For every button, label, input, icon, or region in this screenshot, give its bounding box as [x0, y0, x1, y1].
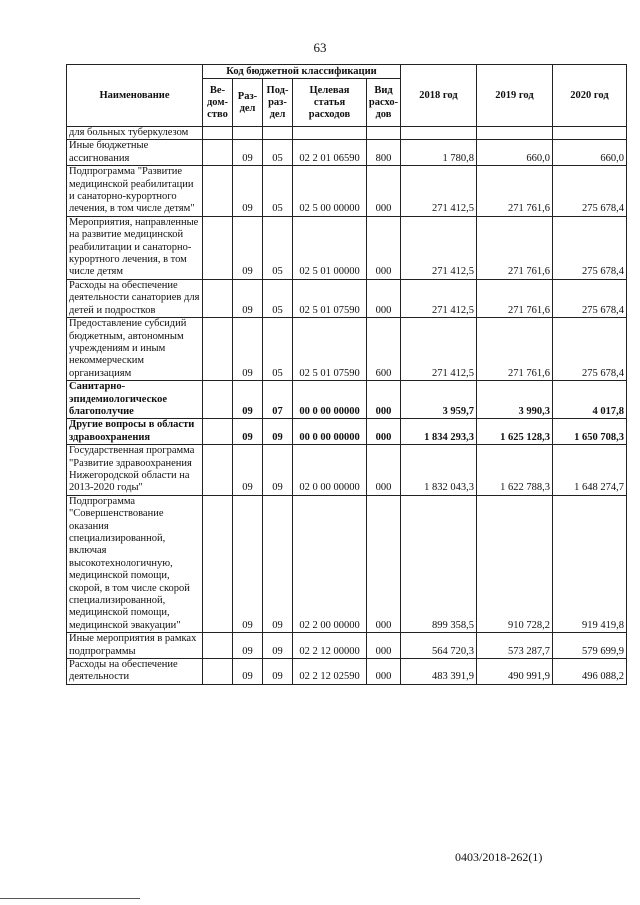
- cell-name: Подпрограмма "Совершенствование оказания специализированной, включая высокотехнологичную, медицинской помощи, скорой, в том числе скорой специализированной, медицинской помощи, медицинской эвакуации": [67, 495, 203, 632]
- cell-vid-raskhodov: [367, 127, 401, 140]
- table-row: [67, 445, 627, 496]
- header-vid-raskhodov: Вид расхо- дов: [367, 79, 401, 127]
- cell-name: Расходы на обеспечение деятельности: [67, 659, 203, 685]
- cell-2018: 564 720,3: [401, 633, 477, 659]
- cell-razdel: 09: [233, 419, 263, 445]
- header-2018: 2018 год: [401, 65, 477, 127]
- cell-name: Предоставление субсидий бюджетным, автономным учреждениям и иным некоммерческим организациям: [67, 318, 203, 381]
- cell-name: Подпрограмма "Развитие медицинской реабилитации и санаторно-курортного лечения, в том числе детям": [67, 166, 203, 217]
- cell-2019: 573 287,7: [477, 633, 553, 659]
- table-row: [67, 633, 627, 659]
- cell-vid-raskhodov: 000: [367, 381, 401, 419]
- cell-vid-raskhodov: 000: [367, 166, 401, 217]
- cell-celevaya-statya: 00 0 00 00000: [293, 381, 367, 419]
- bottom-rule: [0, 898, 140, 899]
- budget-table: [66, 64, 627, 685]
- page-number: 63: [313, 40, 327, 55]
- cell-vedomstvo: [203, 419, 233, 445]
- cell-podrazdel: 05: [263, 166, 293, 217]
- cell-name: Иные мероприятия в рамках подпрограммы: [67, 633, 203, 659]
- table-body: [67, 127, 627, 685]
- cell-vedomstvo: [203, 279, 233, 317]
- cell-2019: 910 728,2: [477, 495, 553, 632]
- cell-razdel: 09: [233, 318, 263, 381]
- cell-vedomstvo: [203, 659, 233, 685]
- cell-celevaya-statya: 02 5 01 07590: [293, 279, 367, 317]
- cell-celevaya-statya: 02 2 12 00000: [293, 633, 367, 659]
- cell-2019: 3 990,3: [477, 381, 553, 419]
- cell-2020: [553, 127, 627, 140]
- cell-razdel: 09: [233, 445, 263, 496]
- cell-2020: 660,0: [553, 140, 627, 166]
- cell-podrazdel: 09: [263, 419, 293, 445]
- cell-name: Другие вопросы в области здравоохранения: [67, 419, 203, 445]
- header-2019: 2019 год: [477, 65, 553, 127]
- cell-2018: 271 412,5: [401, 279, 477, 317]
- cell-vedomstvo: [203, 318, 233, 381]
- cell-name: Государственная программа "Развитие здравоохранения Нижегородской области на 2013-2020 годы": [67, 445, 203, 496]
- cell-name: Иные бюджетные ассигнования: [67, 140, 203, 166]
- cell-2020: 579 699,9: [553, 633, 627, 659]
- header-podrazdel: Под- раз- дел: [263, 79, 293, 127]
- header-2020: 2020 год: [553, 65, 627, 127]
- cell-podrazdel: 05: [263, 216, 293, 279]
- cell-2019: 660,0: [477, 140, 553, 166]
- cell-razdel: 09: [233, 659, 263, 685]
- cell-2018: 899 358,5: [401, 495, 477, 632]
- document-code: 0403/2018-262(1): [455, 850, 543, 864]
- table-row: [67, 216, 627, 279]
- table-row: [67, 279, 627, 317]
- cell-vid-raskhodov: 000: [367, 495, 401, 632]
- cell-2018: 483 391,9: [401, 659, 477, 685]
- header-name: Наименование: [67, 65, 203, 127]
- cell-2020: 275 678,4: [553, 318, 627, 381]
- cell-vedomstvo: [203, 445, 233, 496]
- cell-2019: 271 761,6: [477, 166, 553, 217]
- cell-2019: [477, 127, 553, 140]
- cell-2020: 4 017,8: [553, 381, 627, 419]
- cell-2018: [401, 127, 477, 140]
- cell-podrazdel: 09: [263, 633, 293, 659]
- cell-vedomstvo: [203, 381, 233, 419]
- cell-name: для больных туберкулезом: [67, 127, 203, 140]
- table-row: [67, 166, 627, 217]
- cell-2018: 1 834 293,3: [401, 419, 477, 445]
- cell-razdel: 09: [233, 279, 263, 317]
- cell-2018: 271 412,5: [401, 216, 477, 279]
- cell-2019: 271 761,6: [477, 216, 553, 279]
- cell-vedomstvo: [203, 140, 233, 166]
- header-razdel: Раз- дел: [233, 79, 263, 127]
- cell-podrazdel: 09: [263, 495, 293, 632]
- cell-celevaya-statya: 02 0 00 00000: [293, 445, 367, 496]
- table-row: [67, 127, 627, 140]
- cell-2018: 1 780,8: [401, 140, 477, 166]
- header-celevaya-statya: Целевая статья расходов: [293, 79, 367, 127]
- cell-2020: 919 419,8: [553, 495, 627, 632]
- cell-vid-raskhodov: 000: [367, 445, 401, 496]
- cell-celevaya-statya: 00 0 00 00000: [293, 419, 367, 445]
- cell-razdel: 09: [233, 495, 263, 632]
- cell-celevaya-statya: 02 5 01 00000: [293, 216, 367, 279]
- cell-2018: 3 959,7: [401, 381, 477, 419]
- cell-vedomstvo: [203, 166, 233, 217]
- cell-2020: 496 088,2: [553, 659, 627, 685]
- cell-celevaya-statya: 02 2 00 00000: [293, 495, 367, 632]
- cell-name: Расходы на обеспечение деятельности санаториев для детей и подростков: [67, 279, 203, 317]
- cell-vid-raskhodov: 000: [367, 279, 401, 317]
- cell-vid-raskhodov: 000: [367, 216, 401, 279]
- cell-2020: 275 678,4: [553, 279, 627, 317]
- cell-2019: 271 761,6: [477, 318, 553, 381]
- cell-podrazdel: 09: [263, 659, 293, 685]
- cell-celevaya-statya: 02 2 01 06590: [293, 140, 367, 166]
- cell-podrazdel: 09: [263, 445, 293, 496]
- cell-vid-raskhodov: 600: [367, 318, 401, 381]
- cell-2018: 271 412,5: [401, 318, 477, 381]
- cell-2019: 490 991,9: [477, 659, 553, 685]
- cell-razdel: 09: [233, 216, 263, 279]
- cell-2019: 1 625 128,3: [477, 419, 553, 445]
- cell-razdel: 09: [233, 166, 263, 217]
- cell-2020: 1 648 274,7: [553, 445, 627, 496]
- cell-razdel: 09: [233, 381, 263, 419]
- header-vedomstvo: Ве- дом- ство: [203, 79, 233, 127]
- cell-vid-raskhodov: 000: [367, 419, 401, 445]
- cell-celevaya-statya: 02 5 00 00000: [293, 166, 367, 217]
- cell-celevaya-statya: 02 2 12 02590: [293, 659, 367, 685]
- cell-vedomstvo: [203, 633, 233, 659]
- cell-2020: 275 678,4: [553, 216, 627, 279]
- cell-2019: 1 622 788,3: [477, 445, 553, 496]
- cell-razdel: [233, 127, 263, 140]
- table-row: [67, 140, 627, 166]
- table-row: [67, 318, 627, 381]
- cell-podrazdel: [263, 127, 293, 140]
- table-row: [67, 381, 627, 419]
- cell-podrazdel: 05: [263, 140, 293, 166]
- cell-vid-raskhodov: 000: [367, 633, 401, 659]
- cell-2019: 271 761,6: [477, 279, 553, 317]
- cell-podrazdel: 05: [263, 318, 293, 381]
- table-row: [67, 659, 627, 685]
- cell-podrazdel: 05: [263, 279, 293, 317]
- cell-podrazdel: 07: [263, 381, 293, 419]
- cell-2018: 271 412,5: [401, 166, 477, 217]
- cell-name: Санитарно-эпидемиологическое благополучие: [67, 381, 203, 419]
- header-classification-group: Код бюджетной классификации: [203, 65, 401, 79]
- cell-2018: 1 832 043,3: [401, 445, 477, 496]
- cell-2020: 1 650 708,3: [553, 419, 627, 445]
- table-row: [67, 419, 627, 445]
- cell-vid-raskhodov: 000: [367, 659, 401, 685]
- cell-vedomstvo: [203, 127, 233, 140]
- cell-vedomstvo: [203, 216, 233, 279]
- cell-vedomstvo: [203, 495, 233, 632]
- cell-celevaya-statya: [293, 127, 367, 140]
- cell-name: Мероприятия, направленные на развитие медицинской реабилитации и санаторно-курортного лечения, в том числе детям: [67, 216, 203, 279]
- cell-razdel: 09: [233, 633, 263, 659]
- cell-razdel: 09: [233, 140, 263, 166]
- cell-2020: 275 678,4: [553, 166, 627, 217]
- cell-vid-raskhodov: 800: [367, 140, 401, 166]
- table-row: [67, 495, 627, 632]
- cell-celevaya-statya: 02 5 01 07590: [293, 318, 367, 381]
